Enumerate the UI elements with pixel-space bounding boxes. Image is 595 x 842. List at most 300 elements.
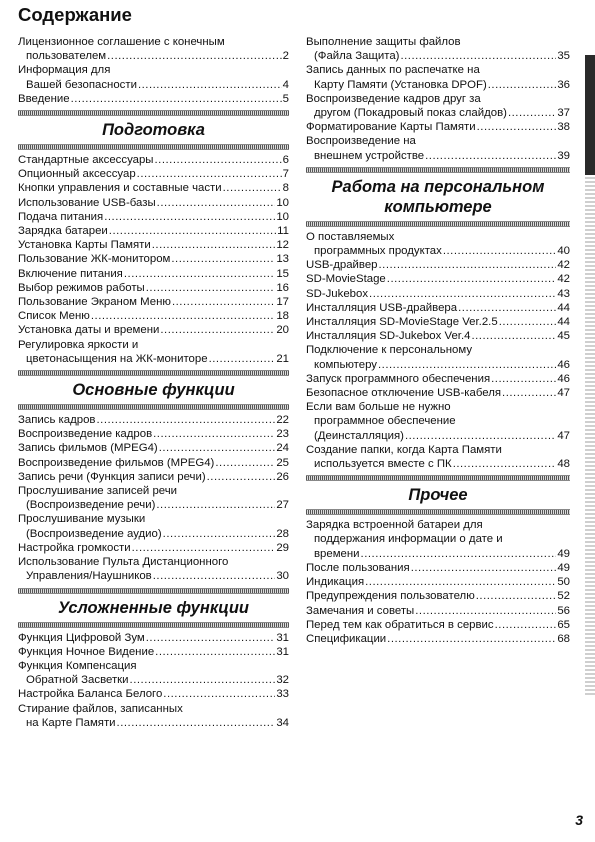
toc-entry-line: [306, 106, 570, 120]
toc-entry-title: О поставляемых: [306, 230, 395, 243]
toc-entry-title: Введение: [18, 92, 70, 105]
section-heading: Основные функции: [72, 381, 235, 400]
toc-entry-title: пользователем: [26, 50, 107, 63]
toc-leader-dots: [476, 589, 557, 603]
toc-leader-dots: [109, 224, 276, 238]
toc-entry[interactable]: [18, 659, 289, 687]
toc-leader-dots: [425, 149, 556, 163]
toc-entry-line: [306, 443, 570, 457]
toc-leader-dots: [387, 272, 557, 286]
section-divider: [306, 509, 570, 515]
toc-entry-line: [18, 555, 289, 569]
toc-leader-dots: [502, 386, 556, 400]
toc-leader-dots: [378, 358, 556, 372]
toc-entry-line: [18, 484, 289, 498]
toc-entry-line: [306, 518, 570, 532]
toc-entry[interactable]: [18, 631, 289, 645]
toc-leader-dots: [499, 315, 557, 329]
toc-entry-line: [306, 400, 570, 414]
toc-entry-page: 49: [557, 561, 570, 574]
toc-entry-title: Управления/Наушников: [26, 570, 152, 583]
toc-entry-title: Индикация: [306, 576, 365, 589]
toc-leader-dots: [223, 181, 282, 195]
toc-entry-line: [18, 702, 289, 716]
toc-entry-title: Подключение к персональному: [306, 344, 473, 357]
section-divider: [18, 588, 289, 594]
toc-entry-page: 26: [276, 470, 289, 483]
toc-entry[interactable]: [18, 267, 289, 281]
toc-entry-page: 6: [282, 154, 289, 167]
toc-entry[interactable]: [306, 272, 570, 286]
toc-entry[interactable]: [18, 35, 289, 63]
toc-entry-line: [306, 244, 570, 258]
toc-entry-title: Воспроизведение кадров: [18, 428, 153, 441]
toc-entry-page: 37: [557, 107, 570, 120]
toc-entry-line: [306, 589, 570, 603]
toc-entry-line: [18, 78, 289, 92]
toc-entry[interactable]: [306, 301, 570, 315]
toc-entry-line: [306, 120, 570, 134]
toc-entry-line: [306, 386, 570, 400]
toc-entry-title: Стандартные аксессуары: [18, 154, 154, 167]
toc-entry-title: Выполнение защиты файлов: [306, 36, 461, 48]
toc-entry-title: Лицензионное соглашение с конечным: [18, 36, 225, 48]
toc-entry-line: [18, 631, 289, 645]
toc-entry-page: 47: [557, 387, 570, 400]
toc-entry-title: Настройка громкости: [18, 541, 131, 554]
toc-entry-page: 5: [282, 92, 289, 105]
toc-entry[interactable]: [18, 252, 289, 266]
toc-leader-dots: [156, 498, 275, 512]
toc-entry-title: используется вместе с ПК: [314, 458, 452, 471]
toc-entry-line: [306, 547, 570, 561]
toc-leader-dots: [361, 547, 557, 561]
toc-entry-page: 46: [557, 372, 570, 385]
toc-entry-page: 31: [276, 645, 289, 658]
toc-entry-title: Зарядка батареи: [18, 225, 108, 238]
toc-leader-dots: [71, 92, 282, 106]
section-divider: [18, 404, 289, 410]
toc-entry-line: [18, 153, 289, 167]
toc-entry-page: 7: [282, 168, 289, 181]
toc-entry[interactable]: [18, 167, 289, 181]
toc-leader-dots: [153, 569, 276, 583]
toc-entry-page: 29: [276, 541, 289, 554]
toc-left-column: [18, 35, 289, 730]
toc-entry-line: [18, 441, 289, 455]
toc-entry-title: (Деинсталляция): [314, 429, 404, 442]
toc-entry-line: [18, 196, 289, 210]
toc-entry-title: Функция Ночное Видение: [18, 645, 155, 658]
toc-entry[interactable]: [18, 295, 289, 309]
toc-entry-title: Использование Пульта Дистанционного: [18, 556, 229, 569]
toc-entry-page: 49: [557, 547, 570, 560]
toc-entry[interactable]: [18, 702, 289, 730]
toc-leader-dots: [453, 457, 557, 471]
toc-entry-page: 31: [276, 631, 289, 644]
toc-entry-title: Список Меню: [18, 310, 90, 323]
toc-entry-line: [306, 329, 570, 343]
toc-entry-title: SD-Jukebox: [306, 287, 369, 300]
toc-entry-line: [18, 352, 289, 366]
toc-entry[interactable]: [306, 589, 570, 603]
section-heading: Подготовка: [102, 121, 205, 140]
toc-entry-line: [18, 716, 289, 730]
toc-entry-title: Опционный аксессуар: [18, 168, 136, 181]
toc-entry-title: (Воспроизведение аудио): [26, 527, 162, 540]
toc-entry[interactable]: [18, 427, 289, 441]
toc-entry-page: 11: [277, 225, 289, 238]
toc-entry-title: Перед тем как обратиться в сервис: [306, 618, 494, 631]
toc-entry-title: программных продуктах: [314, 245, 442, 258]
toc-leader-dots: [207, 470, 276, 484]
toc-entry-title: Воспроизведение на: [306, 135, 416, 148]
toc-entry-line: [18, 252, 289, 266]
toc-entry-line: [18, 181, 289, 195]
toc-entry-page: 10: [276, 196, 289, 209]
toc-entry-title: Запись кадров: [18, 414, 96, 427]
toc-entry-line: [18, 541, 289, 555]
toc-entry[interactable]: [18, 153, 289, 167]
toc-entry-page: 40: [557, 245, 570, 258]
toc-entry-line: [18, 673, 289, 687]
toc-entry[interactable]: [18, 413, 289, 427]
toc-entry-title: Если вам больше не нужно: [306, 401, 451, 414]
toc-entry[interactable]: [306, 343, 570, 371]
page-number: 3: [575, 812, 583, 828]
toc-entry-line: [18, 413, 289, 427]
toc-entry-line: [18, 659, 289, 673]
toc-entry-title: Пользование ЖК-монитором: [18, 253, 171, 266]
toc-entry-line: [306, 149, 570, 163]
toc-entry-line: [306, 429, 570, 443]
toc-leader-dots: [508, 106, 556, 120]
toc-entry[interactable]: [306, 443, 570, 471]
toc-entry-line: [18, 295, 289, 309]
toc-entry-title: (Файла Защита): [314, 50, 400, 63]
toc-entry-title: Инсталляция USB-драйвера: [306, 301, 458, 314]
toc-right-column: [306, 35, 570, 646]
toc-leader-dots: [160, 323, 275, 337]
section-divider: [306, 221, 570, 227]
toc-entry[interactable]: [306, 632, 570, 646]
toc-entry-page: 44: [557, 316, 570, 329]
toc-entry-line: [306, 49, 570, 63]
toc-entry[interactable]: [18, 224, 289, 238]
toc-entry[interactable]: [306, 258, 570, 272]
toc-entry[interactable]: [18, 484, 289, 512]
toc-leader-dots: [379, 258, 557, 272]
toc-entry-line: [18, 267, 289, 281]
toc-leader-dots: [477, 120, 557, 134]
toc-entry-line: [18, 224, 289, 238]
toc-entry-title: Спецификации: [306, 632, 387, 645]
toc-entry[interactable]: [306, 329, 570, 343]
section-heading: Усложненные функции: [57, 598, 250, 617]
toc-entry-title: USB-драйвер: [306, 259, 378, 272]
toc-entry-title: Инсталляция SD-Jukebox Ver.4: [306, 330, 471, 343]
toc-leader-dots: [117, 716, 276, 730]
toc-entry-title: внешнем устройстве: [314, 149, 425, 162]
section-divider: [306, 167, 570, 173]
toc-entry-page: 56: [557, 604, 570, 617]
toc-entry-title: времени: [314, 547, 360, 560]
section-heading-line: Работа на персональном: [331, 177, 545, 196]
toc-leader-dots: [443, 244, 557, 258]
toc-entry-page: 16: [276, 281, 289, 294]
toc-leader-dots: [159, 441, 276, 455]
toc-entry-title: Замечания и советы: [306, 604, 415, 617]
toc-entry-page: 10: [276, 210, 289, 223]
toc-leader-dots: [152, 238, 276, 252]
toc-entry-title: Запуск программного обеспечения: [306, 372, 491, 385]
toc-entry[interactable]: [306, 92, 570, 120]
toc-entry-title: Регулировка яркости и: [18, 338, 139, 351]
toc-entry-page: 25: [276, 456, 289, 469]
toc-entry[interactable]: [306, 561, 570, 575]
section-divider: [306, 475, 570, 481]
toc-entry-page: 39: [557, 149, 570, 162]
toc-leader-dots: [387, 632, 556, 646]
toc-entry-title: Использование USB-базы: [18, 196, 156, 209]
toc-entry-title: Инсталляция SD-MovieStage Ver.2.5: [306, 316, 498, 329]
toc-leader-dots: [157, 196, 276, 210]
toc-entry-page: 48: [557, 458, 570, 471]
toc-leader-dots: [365, 575, 556, 589]
toc-entry-title: Запись речи (Функция записи речи): [18, 470, 206, 483]
toc-leader-dots: [163, 527, 276, 541]
toc-entry[interactable]: [18, 281, 289, 295]
toc-entry-page: 28: [276, 527, 289, 540]
toc-entry-page: 38: [557, 121, 570, 134]
toc-entry[interactable]: [18, 338, 289, 366]
toc-entry[interactable]: [18, 92, 289, 106]
toc-entry[interactable]: [18, 238, 289, 252]
toc-entry-line: [306, 230, 570, 244]
toc-entry[interactable]: [18, 687, 289, 701]
toc-entry-page: 22: [276, 414, 289, 427]
toc-entry-line: [306, 35, 570, 49]
toc-entry[interactable]: [306, 386, 570, 400]
toc-leader-dots: [130, 673, 276, 687]
toc-entry-page: 65: [557, 618, 570, 631]
toc-entry-line: [18, 512, 289, 526]
toc-leader-dots: [488, 78, 557, 92]
toc-entry-line: [306, 301, 570, 315]
toc-entry-line: [306, 632, 570, 646]
toc-entry-line: [18, 427, 289, 441]
toc-entry[interactable]: [306, 134, 570, 162]
toc-entry-page: 47: [557, 429, 570, 442]
toc-entry-title: Стирание файлов, записанных: [18, 702, 183, 715]
toc-leader-dots: [400, 49, 556, 63]
toc-entry[interactable]: [18, 210, 289, 224]
toc-entry-line: [18, 498, 289, 512]
toc-entry-title: SD-MovieStage: [306, 273, 386, 286]
section-divider: [18, 144, 289, 150]
toc-leader-dots: [91, 309, 275, 323]
toc-leader-dots: [405, 429, 556, 443]
toc-entry[interactable]: [306, 604, 570, 618]
toc-entry[interactable]: [306, 35, 570, 63]
toc-entry[interactable]: [18, 441, 289, 455]
toc-entry[interactable]: [306, 287, 570, 301]
toc-entry-page: 2: [282, 50, 289, 63]
toc-entry-title: цветонасыщения на ЖК-мониторе: [26, 352, 208, 365]
toc-entry-line: [18, 238, 289, 252]
toc-entry-title: Форматирование Карты Памяти: [306, 121, 476, 134]
toc-entry[interactable]: [306, 120, 570, 134]
side-thumb-tab: [585, 55, 595, 695]
toc-leader-dots: [495, 618, 557, 632]
toc-leader-dots: [146, 631, 276, 645]
toc-entry-title: Предупреждения пользователю: [306, 590, 475, 603]
toc-entry-page: 33: [276, 688, 289, 701]
toc-entry-page: 15: [276, 267, 289, 280]
toc-entry-line: [18, 323, 289, 337]
toc-entry-title: Подача питания: [18, 210, 104, 223]
toc-entry-title: Установка даты и времени: [18, 324, 160, 337]
toc-entry-page: 44: [557, 301, 570, 314]
toc-entry-line: [18, 527, 289, 541]
toc-entry-title: Запись фильмов (MPEG4): [18, 442, 158, 455]
toc-entry[interactable]: [18, 512, 289, 540]
toc-entry-title: Функция Компенсация: [18, 659, 137, 672]
toc-entry-line: [306, 315, 570, 329]
toc-leader-dots: [96, 413, 275, 427]
toc-entry[interactable]: [18, 63, 289, 91]
toc-entry[interactable]: [18, 645, 289, 659]
toc-entry[interactable]: [306, 518, 570, 561]
section-divider: [18, 370, 289, 376]
toc-entry-line: [18, 63, 289, 77]
toc-entry-page: 8: [282, 182, 289, 195]
toc-entry-title: Информация для: [18, 64, 111, 77]
toc-entry-page: 42: [557, 273, 570, 286]
toc-entry-page: 12: [276, 239, 289, 252]
toc-leader-dots: [215, 456, 275, 470]
toc-leader-dots: [124, 267, 275, 281]
toc-entry-line: [18, 456, 289, 470]
toc-entry-title: Запись данных по распечатке на: [306, 64, 480, 77]
toc-entry-line: [18, 92, 289, 106]
toc-leader-dots: [163, 687, 275, 701]
toc-leader-dots: [132, 541, 276, 555]
toc-entry-title: на Карте Памяти: [26, 716, 116, 729]
toc-entry-title: Безопасное отключение USB-кабеля: [306, 387, 502, 400]
toc-entry-page: 13: [276, 253, 289, 266]
toc-entry[interactable]: [18, 323, 289, 337]
toc-leader-dots: [411, 561, 557, 575]
toc-entry-line: [306, 358, 570, 372]
toc-entry-line: [306, 343, 570, 357]
toc-leader-dots: [209, 352, 276, 366]
toc-entry[interactable]: [18, 196, 289, 210]
toc-entry-line: [306, 414, 570, 428]
toc-entry-line: [18, 338, 289, 352]
toc-entry-page: 4: [282, 78, 289, 91]
toc-entry-line: [306, 78, 570, 92]
toc-entry-title: (Воспроизведение речи): [26, 499, 156, 512]
toc-entry-page: 50: [557, 576, 570, 589]
toc-entry-title: поддержания информации о дате и: [314, 533, 503, 546]
toc-leader-dots: [172, 295, 275, 309]
toc-entry-page: 36: [557, 78, 570, 91]
toc-entry-page: 68: [557, 632, 570, 645]
toc-entry[interactable]: [18, 309, 289, 323]
toc-entry[interactable]: [18, 555, 289, 583]
toc-leader-dots: [155, 153, 282, 167]
toc-entry[interactable]: [306, 372, 570, 386]
toc-entry-line: [18, 645, 289, 659]
toc-entry[interactable]: [306, 618, 570, 632]
toc-entry-title: Пользование Экраном Меню: [18, 296, 171, 309]
toc-entry[interactable]: [18, 541, 289, 555]
toc-entry-line: [306, 575, 570, 589]
toc-entry-line: [306, 287, 570, 301]
toc-entry-line: [306, 272, 570, 286]
toc-entry-page: 24: [276, 442, 289, 455]
toc-entry-line: [306, 561, 570, 575]
toc-entry-title: Прослушивание записей речи: [18, 485, 178, 498]
toc-entry[interactable]: [306, 575, 570, 589]
toc-entry-line: [18, 569, 289, 583]
toc-entry-page: 34: [276, 716, 289, 729]
toc-entry-line: [18, 470, 289, 484]
toc-entry-line: [306, 92, 570, 106]
toc-leader-dots: [153, 427, 275, 441]
toc-entry-page: 17: [276, 296, 289, 309]
toc-entry-title: Включение питания: [18, 267, 123, 280]
toc-entry-line: [306, 258, 570, 272]
toc-entry-title: После пользования: [306, 561, 410, 574]
toc-entry-page: 18: [276, 310, 289, 323]
toc-leader-dots: [146, 281, 276, 295]
toc-entry-line: [18, 210, 289, 224]
toc-leader-dots: [137, 167, 282, 181]
toc-entry-line: [18, 35, 289, 49]
toc-entry-page: 42: [557, 259, 570, 272]
side-thumb-tab-marker: [585, 55, 595, 175]
toc-entry[interactable]: [306, 315, 570, 329]
toc-entry[interactable]: [306, 400, 570, 443]
toc-entry-title: компьютеру: [314, 358, 377, 371]
toc-entry-title: программное обеспечение: [314, 415, 456, 428]
toc-entry-title: другом (Покадровый показ слайдов): [314, 107, 507, 120]
section-heading: [306, 177, 570, 217]
toc-entry[interactable]: [18, 181, 289, 195]
section-heading-line: компьютере: [384, 197, 492, 216]
toc-entry-line: [306, 532, 570, 546]
toc-entry-page: 45: [557, 330, 570, 343]
toc-entry-page: 43: [557, 287, 570, 300]
toc-entry[interactable]: [306, 63, 570, 91]
toc-leader-dots: [138, 78, 282, 92]
toc-entry-title: Создание папки, когда Карта Памяти: [306, 443, 502, 456]
toc-entry-title: Настройка Баланса Белого: [18, 688, 163, 701]
section-divider: [18, 110, 289, 116]
toc-leader-dots: [104, 210, 275, 224]
toc-entry-line: [306, 63, 570, 77]
toc-entry-line: [306, 618, 570, 632]
toc-entry[interactable]: [18, 456, 289, 470]
toc-entry[interactable]: [306, 230, 570, 258]
toc-entry[interactable]: [18, 470, 289, 484]
toc-entry-line: [306, 604, 570, 618]
toc-entry-page: 27: [276, 499, 289, 512]
toc-leader-dots: [369, 287, 556, 301]
toc-leader-dots: [155, 645, 275, 659]
